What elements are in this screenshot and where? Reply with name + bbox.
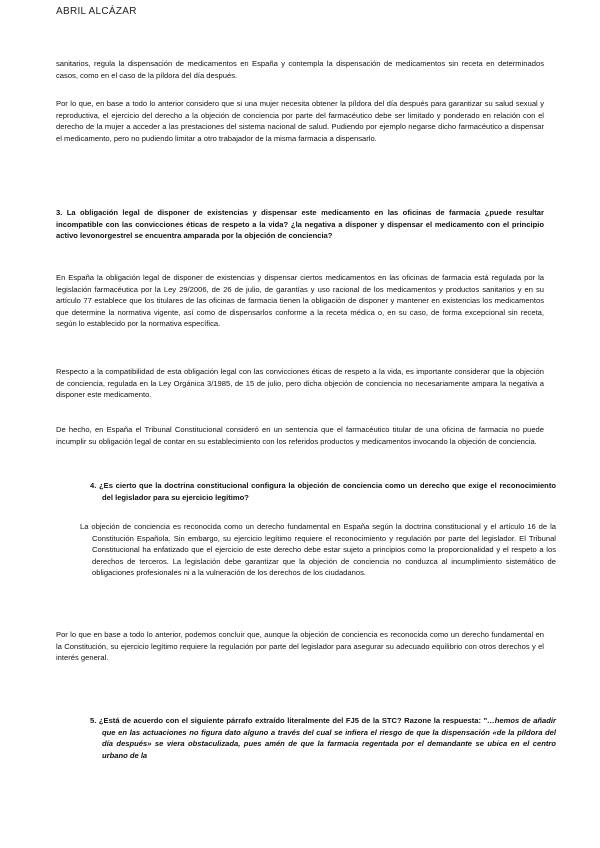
paragraph-conclusion-pildora: Por lo que, en base a todo lo anterior considero que si una mujer necesita obtener la píldora del día después para garantizar su salud sexual y reproductiva, el ejercicio del derecho a la objeción de conciencia por parte del farmacéutico debe ser limitado y ponderado en relación con el derecho de la mujer a acceder a las prestaciones del sistema nacional de salud. Pudiendo por ejemplo negarse dicho farmacéutico a dispensar el medicamento, pero no pudiendo limitar a otro trabajador de la misma farmacia a dispensarlo. bbox=[56, 99, 544, 143]
paragraph-obligacion-legal: En España la obligación legal de disponer de existencias y dispensar ciertos medicamentos en las oficinas de farmacia está regulada por la legislación farmacéutica por la Ley 29/2006, de 26 de julio, de garantías y uso racional de los medicamentos y productos sanitarios y en su artículo 77 establece que los titulares de las oficinas de farmacia tienen la obligación de disponer y mantener en existencias los medicamentos que determine la normativa vigente, así como de dispensarlos conforme a la receta médica o, en su caso, de forma excepcional sin receta, según lo establecido por la normativa específica. bbox=[56, 273, 544, 329]
paragraph-tribunal-constitucional: De hecho, en España el Tribunal Constitucional consideró en un sentencia que el farmacéutico titular de una oficina de farmacia no puede incumplir su obligación legal de contar en su establecimiento con los referidos productos y medicamentos invocando la objeción de conciencia. bbox=[56, 425, 544, 446]
question-5-heading bbox=[90, 715, 556, 761]
paragraph-compatibilidad: Respecto a la compatibilidad de esta obligación legal con las convicciones éticas de respeto a la vida, es importante considerar que la objeción de conciencia, regulada en la Ley Orgánica 3/1985, de 15 de julio, pero dicha objeción de conciencia no necesariamente ampara la negativa a disponer este medicamento. bbox=[56, 367, 544, 400]
question-4-heading: 4. ¿Es cierto que la doctrina constitucional configura la objeción de conciencia como un derecho que exige el reconocimiento del legislador para su ejercicio legítimo? bbox=[90, 481, 556, 502]
paragraph-objecion-derecho-fundamental: La objeción de conciencia es reconocida como un derecho fundamental en España según la doctrina constitucional y el artículo 16 de la Constitución Española. Sin embargo, su ejercicio legítimo requiere el reconocimiento y regulación por parte del legislador. El Tribunal Constitucional ha enfatizado que el ejercicio de este derecho debe estar sujeto a principios como la proporcionalidad y el respeto a los derechos de terceros. La legislación debe garantizar que la objeción de conciencia no conduzca al incumplimiento sistemático de obligaciones profesionales ni a la vulneración de los derechos de los ciudadanos. bbox=[80, 522, 556, 578]
paragraph-conclusion-objecion: Por lo que en base a todo lo anterior, podemos concluir que, aunque la objeción de conciencia es reconocida como un derecho fundamental en la Constitución, su ejercicio legítimo requiere la regulación por parte del legislador para asegurar su adecuado equilibrio con otros derechos y el interés general. bbox=[56, 630, 544, 663]
question-3-heading: 3. La obligación legal de disponer de existencias y dispensar este medicamento en las oficinas de farmacia ¿puede resultar incompatible con las convicciones éticas de respeto a la vida? ¿la negativa a disponer y dispensar el medicamento con el principio activo levonorgestrel se encuentra amparada por la objeción de conciencia? bbox=[56, 208, 544, 241]
paragraph-sanitarios: sanitarios, regula la dispensación de medicamentos en España y contempla la dispensación de medicamentos sin receta en determinados casos, como en el caso de la píldora del día después. bbox=[56, 59, 544, 80]
page-header-author: ABRIL ALCÁZAR bbox=[56, 6, 137, 17]
question-5-intro: 5. ¿Está de acuerdo con el siguiente párrafo extraído literalmente del FJ5 de la STC? Razone la respuesta: " bbox=[90, 716, 488, 725]
question-5-quote: …hemos de añadir que en las actuaciones no figura dato alguno a través del cual se infiera el riesgo de que la dispensación «de la píldora del día después» se viera obstaculizada, pues amén de que la farmacia regentada por el demandante se ubica en el centro urbano de la bbox=[102, 716, 556, 760]
